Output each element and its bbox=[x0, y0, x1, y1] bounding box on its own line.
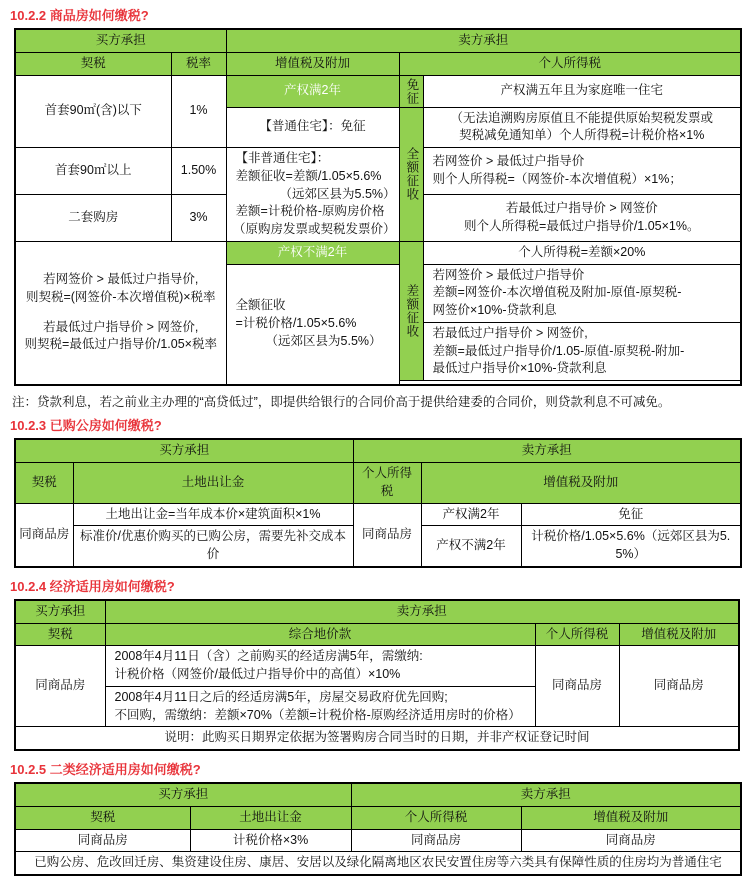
table-purchased-public-housing bbox=[14, 438, 742, 568]
land-price-a-line1: 2008年4月11日（含）之前购买的经适房满5年，需缴纳: bbox=[114, 649, 423, 664]
deed-note-line2: 则契税=(网签价-本次增值税)×税率 bbox=[25, 289, 216, 304]
column-header-vat: 增值税及附加 bbox=[619, 623, 739, 646]
header-buyer: 买方承担 bbox=[15, 783, 351, 806]
cell-land-price-after-2008 bbox=[105, 686, 535, 727]
cell-vat-full-levy bbox=[226, 264, 399, 385]
deed-note-gap bbox=[19, 307, 223, 319]
column-header-land-grant-fee: 土地出让金 bbox=[73, 463, 353, 504]
cell-income-full-c bbox=[423, 194, 741, 241]
table-row bbox=[15, 439, 741, 462]
table-row bbox=[15, 727, 739, 750]
vertical-label-difference-levy: 差额征收 bbox=[399, 241, 423, 380]
deed-note-line4: 则契税=最低过户指导价/1.05×税率 bbox=[24, 337, 217, 352]
cell-land-grant-value: 计税价格×3% bbox=[190, 829, 351, 852]
vat-full-line1: 全额征收 bbox=[235, 298, 286, 313]
column-header-deed-tax: 契税 bbox=[15, 463, 73, 504]
cell-income-full-b bbox=[423, 148, 741, 195]
income-diff-c-line3: 最低过户指导价×10%-贷款利息 bbox=[432, 361, 607, 376]
cell-house-type-3: 二套购房 bbox=[15, 194, 171, 241]
non-ordinary-line2: 差额征收=差额/1.05×5.6% bbox=[235, 168, 382, 183]
deed-note-line1: 若网签价 > 最低过户指导价, bbox=[43, 272, 199, 287]
table-row bbox=[15, 600, 739, 623]
cell-land-grant-note: 标准价/优惠价购买的已购公房，需要先补交成本价 bbox=[73, 526, 353, 567]
non-ordinary-line5: （原购房发票或契税发票价） bbox=[233, 222, 396, 236]
column-header-vat: 增值税及附加 bbox=[521, 806, 741, 829]
cell-ordinary-residence-exempt: 【普通住宅】：免征 bbox=[226, 107, 399, 148]
non-ordinary-line3: （远郊区县为5.5%） bbox=[279, 186, 396, 201]
column-header-income-tax: 个人所得税 bbox=[535, 623, 619, 646]
cell-deed-tax-value: 同商品房 bbox=[15, 646, 105, 727]
cell-deed-tax-note bbox=[15, 241, 226, 384]
table-row bbox=[15, 503, 741, 526]
column-header-vat: 增值税及附加 bbox=[226, 52, 399, 75]
income-full-b-line1: 若网签价 > 最低过户指导价 bbox=[432, 154, 585, 169]
cell-vat-under2-label: 产权不满2年 bbox=[421, 526, 521, 567]
cell-house-type-2: 首套90㎡以上 bbox=[15, 148, 171, 195]
table-row bbox=[15, 241, 741, 264]
cell-income-tax-value: 同商品房 bbox=[535, 646, 619, 727]
cell-income-full-a bbox=[423, 107, 741, 148]
income-full-b-line2: 则个人所得税=（网签价-本次增值税）×1%； bbox=[432, 171, 682, 186]
column-header-income-tax: 个人所得税 bbox=[399, 52, 741, 75]
column-header-rate: 税率 bbox=[171, 52, 226, 75]
column-header-income-tax: 个人所得税 bbox=[351, 806, 521, 829]
table-row bbox=[15, 463, 741, 504]
column-header-income-tax: 个人所得税 bbox=[353, 463, 421, 504]
header-seller: 卖方承担 bbox=[105, 600, 739, 623]
income-diff-b-line1: 若网签价 > 最低过户指导价 bbox=[432, 267, 585, 282]
column-header-comprehensive-land-price: 综合地价款 bbox=[105, 623, 535, 646]
deed-note-line3: 若最低过户指导价 > 网签价, bbox=[43, 319, 199, 334]
cell-deed-tax-value: 同商品房 bbox=[15, 829, 190, 852]
table-row bbox=[15, 29, 741, 52]
cell-rate-1: 1% bbox=[171, 75, 226, 148]
income-full-a-line2: 契税减免通知单）个人所得税=计税价格×1% bbox=[459, 128, 705, 143]
land-price-b-line2: 不回购，需缴纳：差额×70%（差额=计税价格-原购经济适用房时的价格） bbox=[114, 707, 521, 722]
income-full-c-line1: 若最低过户指导价 > 网签价 bbox=[505, 201, 658, 216]
column-header-deed-tax: 契税 bbox=[15, 623, 105, 646]
table-row bbox=[15, 623, 739, 646]
cell-vat-value: 同商品房 bbox=[521, 829, 741, 852]
income-diff-c-line2: 差额=最低过户指导价/1.05-原值-原契税-附加- bbox=[432, 343, 685, 358]
cell-footer-note: 已购公房、危改回迁房、集资建设住房、康居、安居以及绿化隔离地区农民安置住房等六类具有保障性质的住房均为普通住宅 bbox=[15, 852, 741, 875]
vertical-label-full-levy: 全额征收 bbox=[399, 107, 423, 241]
income-diff-b-line3: 网签价×10%-贷款利息 bbox=[432, 303, 557, 317]
section-heading-10-2-4: 10.2.4 经济适用房如何缴税? bbox=[10, 578, 175, 594]
cell-vat-value: 同商品房 bbox=[619, 646, 739, 727]
cell-explanation: 说明：此购买日期界定依据为签署购房合同当时的日期，并非产权证登记时间 bbox=[15, 727, 739, 750]
header-seller: 卖方承担 bbox=[353, 439, 741, 462]
cell-land-price-before-2008 bbox=[105, 646, 535, 687]
table-row bbox=[15, 829, 741, 852]
cell-income-tax-value: 同商品房 bbox=[353, 503, 421, 567]
banner-ownership-under-2-years: 产权不满2年 bbox=[226, 241, 399, 264]
header-buyer: 买方承担 bbox=[15, 29, 226, 52]
column-header-vat: 增值税及附加 bbox=[421, 463, 741, 504]
table-affordable-housing bbox=[14, 599, 740, 751]
section-heading-10-2-3: 10.2.3 已购公房如何缴税? bbox=[10, 418, 162, 434]
cell-house-type-1: 首套90㎡(含)以下 bbox=[15, 75, 171, 148]
footnote-loan-interest: 注：贷款利息，若之前业主办理的“高贷低过”，即提供给银行的合同价高于提供给建委的合同价，则贷款利息不可减免。 bbox=[12, 394, 671, 409]
vat-full-line2: =计税价格/1.05×5.6% bbox=[235, 316, 357, 331]
cell-income-diff-c bbox=[423, 322, 741, 380]
cell-rate-3: 3% bbox=[171, 194, 226, 241]
spacer-cell bbox=[399, 381, 423, 385]
land-price-b-line1: 2008年4月11日之后的经适房满5年，房屋交易政府优先回购; bbox=[114, 689, 448, 704]
cell-income-diff-a: 个人所得税=差额×20% bbox=[423, 241, 741, 264]
table-row bbox=[15, 783, 741, 806]
cell-rate-2: 1.50% bbox=[171, 148, 226, 195]
banner-ownership-over-2-years: 产权满2年 bbox=[226, 75, 399, 107]
income-diff-c-line1: 若最低过户指导价 > 网签价, bbox=[432, 325, 588, 340]
section-heading-10-2-2: 10.2.2 商品房如何缴税? bbox=[10, 8, 149, 23]
income-diff-b-line2: 差额=网签价-本次增值税及附加-原值-原契税- bbox=[432, 285, 682, 300]
non-ordinary-line1: 【非普通住宅】： bbox=[235, 151, 330, 165]
header-buyer: 买方承担 bbox=[15, 600, 105, 623]
column-header-deed-tax: 契税 bbox=[15, 806, 190, 829]
header-buyer: 买方承担 bbox=[15, 439, 353, 462]
header-seller: 卖方承担 bbox=[351, 783, 741, 806]
non-ordinary-line4: 差额=计税价格-原购房价格 bbox=[235, 204, 385, 219]
table-row bbox=[15, 148, 741, 195]
cell-deed-tax-value: 同商品房 bbox=[15, 503, 73, 567]
table-row bbox=[15, 852, 741, 875]
header-seller: 卖方承担 bbox=[226, 29, 741, 52]
table-type2-affordable-housing bbox=[14, 782, 742, 876]
land-price-a-line2: 计税价格（网签价/最低过户指导价中的高值）×10% bbox=[114, 667, 401, 681]
cell-land-grant-formula: 土地出让金=当年成本价×建筑面积×1% bbox=[73, 503, 353, 526]
cell-vat-under2-value: 计税价格/1.05×5.6%（远郊区县为5.5%） bbox=[521, 526, 741, 567]
section-heading-10-2-5: 10.2.5 二类经济适用房如何缴税? bbox=[10, 762, 201, 777]
income-full-a-line1: （无法追溯购房原值且不能提供原始契税发票或 bbox=[450, 110, 714, 125]
column-header-deed-tax: 契税 bbox=[15, 52, 171, 75]
column-header-land-grant-fee: 土地出让金 bbox=[190, 806, 351, 829]
cell-vat-over2-value: 免征 bbox=[521, 503, 741, 526]
table-commercial-housing bbox=[14, 28, 742, 386]
table-row bbox=[15, 75, 741, 107]
vat-full-line3: （远郊区县为5.5%） bbox=[265, 333, 382, 348]
spacer-cell-2 bbox=[423, 381, 741, 385]
vertical-label-exempt: 免征 bbox=[399, 75, 423, 107]
cell-non-ordinary-residence bbox=[226, 148, 399, 242]
cell-income-diff-b bbox=[423, 264, 741, 322]
cell-income-tax-value: 同商品房 bbox=[351, 829, 521, 852]
cell-vat-over2-label: 产权满2年 bbox=[421, 503, 521, 526]
table-row bbox=[15, 806, 741, 829]
table-row bbox=[15, 646, 739, 687]
table-row bbox=[15, 52, 741, 75]
cell-income-exempt-condition: 产权满五年且为家庭唯一住宅 bbox=[423, 75, 741, 107]
income-full-c-line2: 则个人所得税=最低过户指导价/1.05×1%。 bbox=[464, 218, 700, 233]
